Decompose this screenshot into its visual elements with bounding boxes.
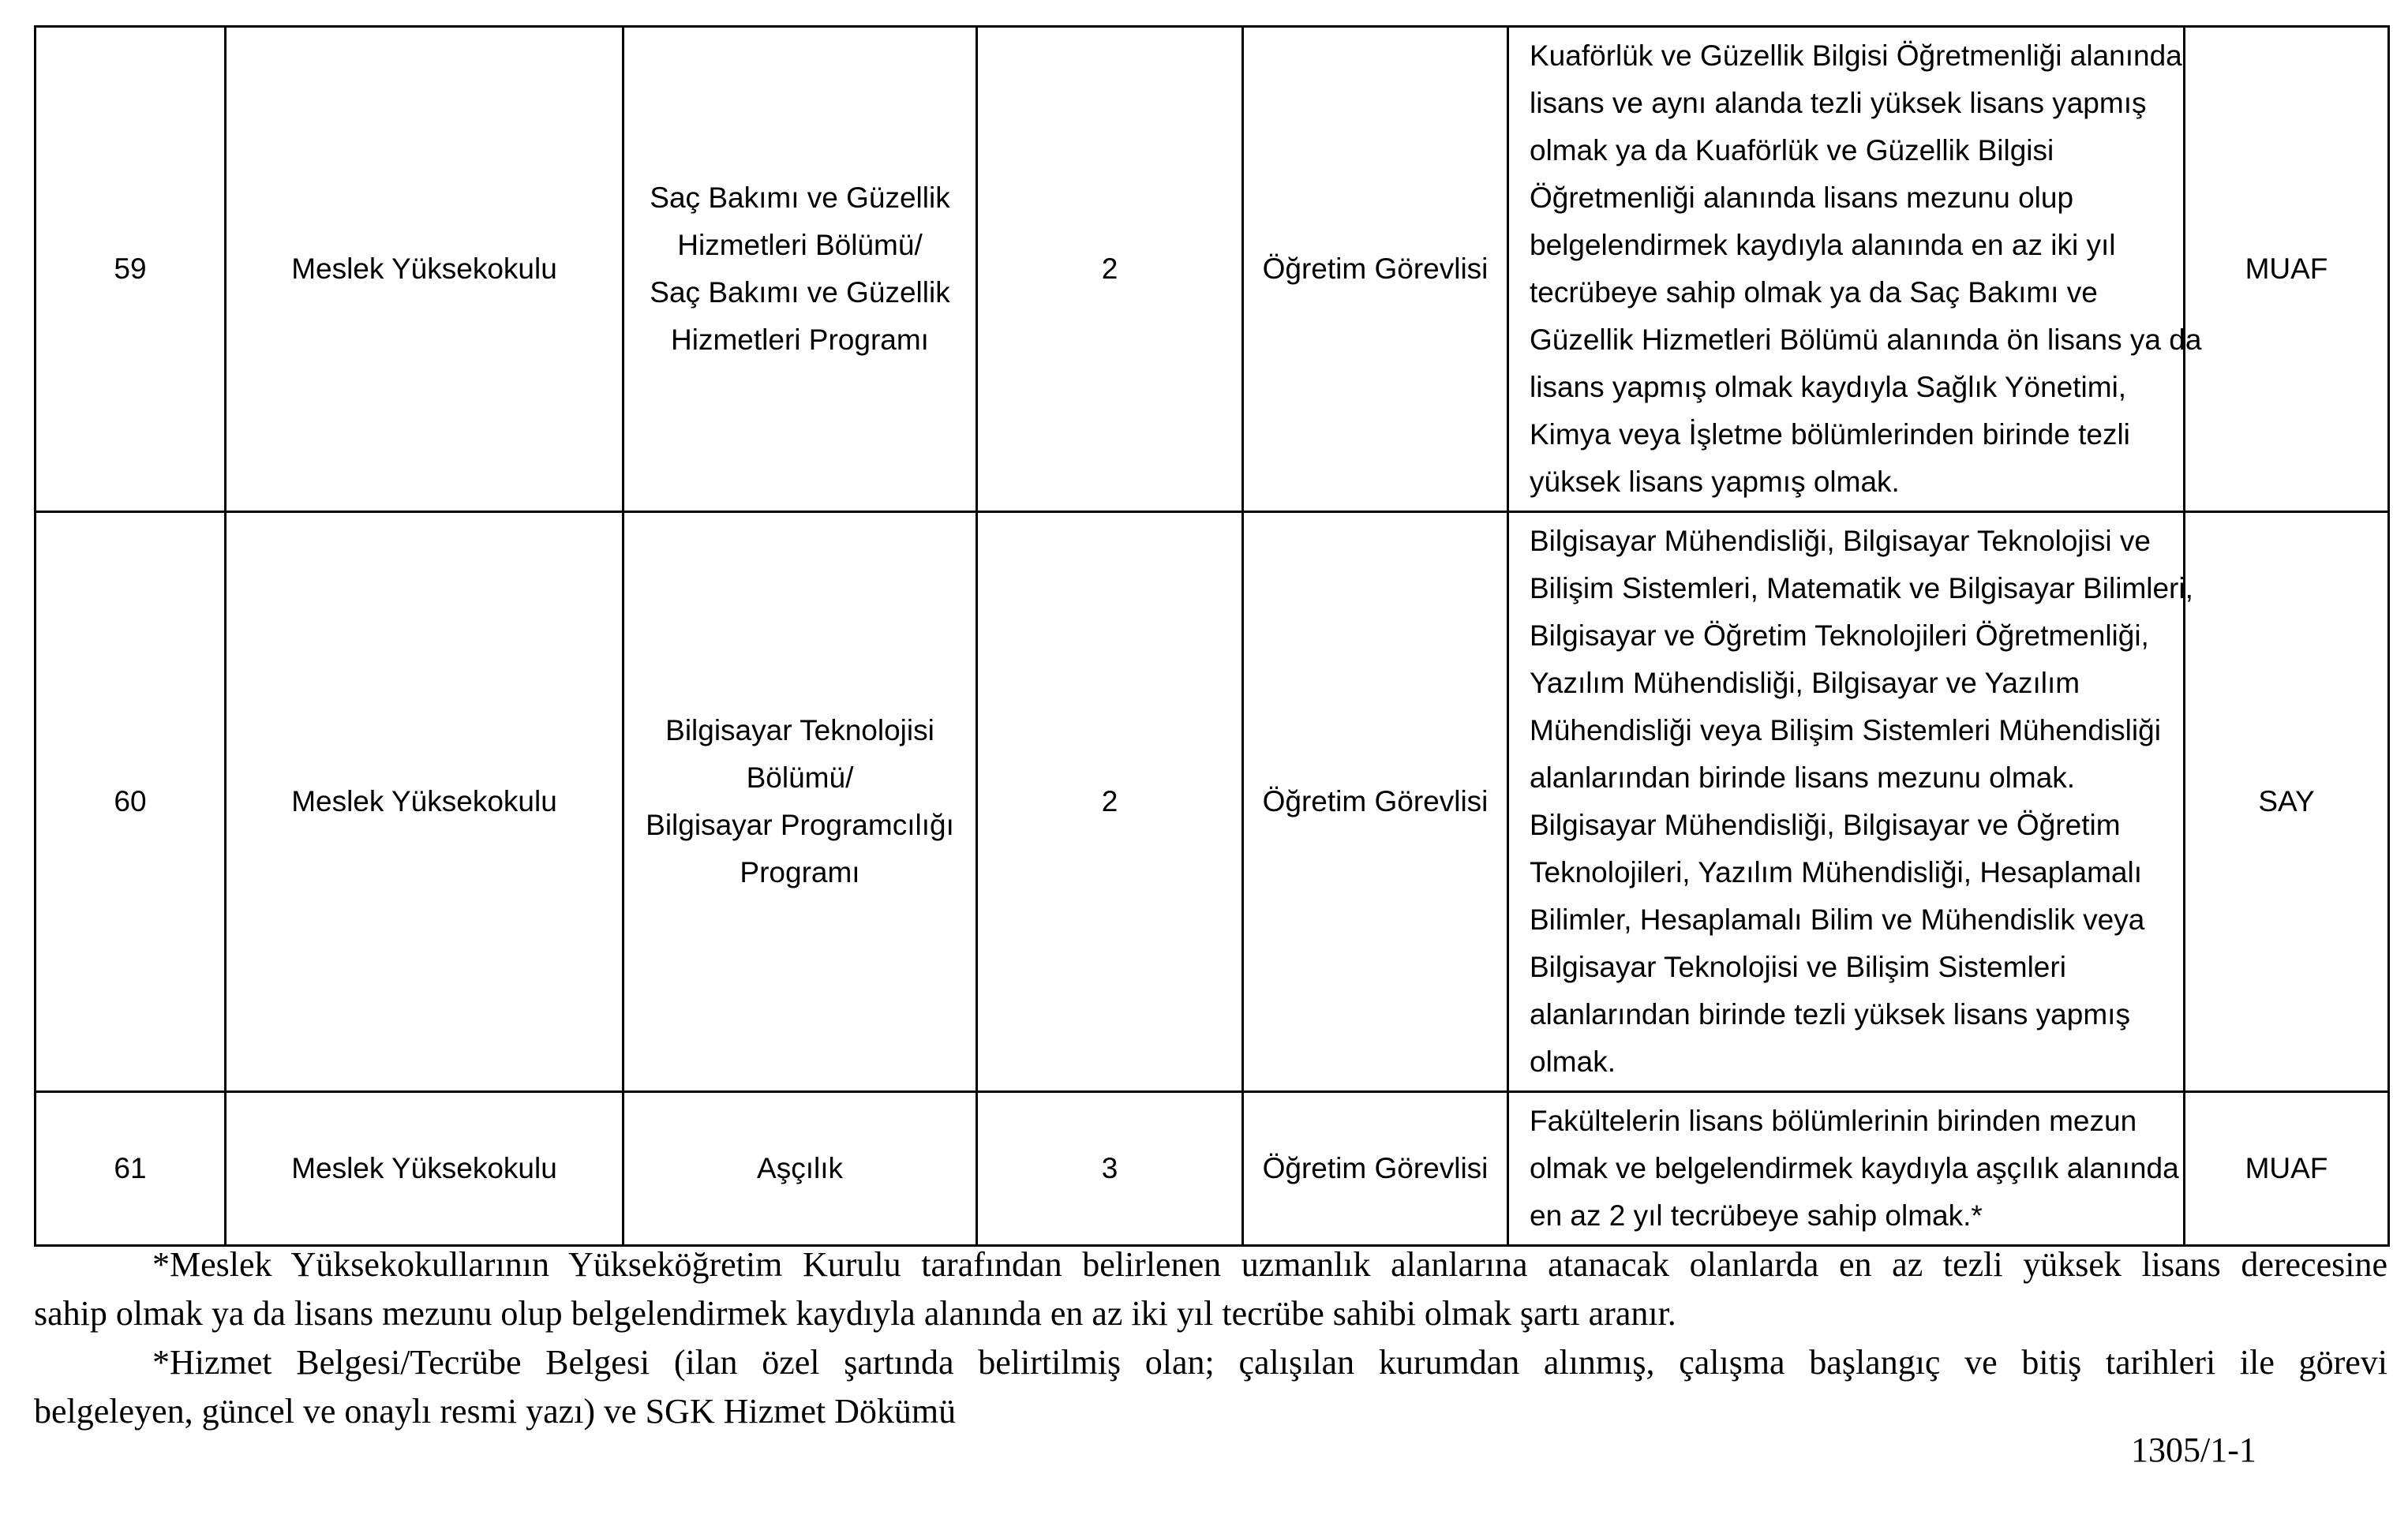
requirements-cell [1508,27,2202,512]
requirement-line: olmak ve belgelendirmek kaydıyla aşçılık alanında [1530,1152,2179,1184]
requirement-line: Bilgisayar Mühendisliği, Bilgisayar Teknolojisi ve [1530,525,2151,557]
department-line: Saç Bakımı ve Güzellik [650,181,950,214]
title-cell: Öğretim Görevlisi [1243,27,1508,512]
footnote-service-document [34,1338,2387,1436]
row-number: 61 [36,1092,226,1246]
position-count: 2 [977,512,1243,1092]
requirement-line: Teknolojileri, Yazılım Mühendisliği, Hesaplamalı [1530,856,2142,888]
unit-cell: Meslek Yüksekokulu [226,27,624,512]
requirement-line: tecrübeye sahip olmak ya da Saç Bakımı ve [1530,276,2098,309]
requirement-line: yüksek lisans yapmış olmak. [1530,466,1900,498]
footnote-continuation: belgeleyen, güncel ve onaylı resmi yazı) ve SGK Hizmet Dökümü [34,1392,957,1431]
department-line: Bilgisayar Programcılığı [646,809,954,841]
department-line: Programı [740,856,860,888]
requirement-line: belgelendirmek kaydıyla alanında en az iki yıl [1530,229,2116,261]
positions-table [34,25,2390,1247]
position-count: 3 [977,1092,1243,1246]
table-body [36,27,2389,1246]
page-number: 1305/1-1 [2131,1431,2256,1469]
unit-cell: Meslek Yüksekokulu [226,512,624,1092]
department-cell [624,27,977,512]
table-row [36,512,2389,1092]
footnote-first-line: *Meslek Yüksekokullarının Yükseköğretim Kurulu tarafından belirlenen uzmanlık alanlarına atanacak olanlarda en az tezli yüksek lisans derecesine [152,1245,2387,1284]
requirements-cell [1508,512,2193,1092]
exam-type: SAY [2185,512,2389,1092]
requirement-line: Bilimler, Hesaplamalı Bilim ve Mühendislik veya [1530,903,2145,936]
footnote-continuation: sahip olmak ya da lisans mezunu olup belgelendirmek kaydıyla alanında en az iki yıl tecrübe sahibi olmak şartı aranır. [34,1294,1676,1333]
table-row [36,1092,2389,1246]
requirement-line: Bilişim Sistemleri, Matematik ve Bilgisayar Bilimleri, [1530,572,2193,604]
unit-cell: Meslek Yüksekokulu [226,1092,624,1246]
requirement-line: lisans yapmış olmak kaydıyla Sağlık Yönetimi, [1530,371,2127,403]
requirement-line: Yazılım Mühendisliği, Bilgisayar ve Yazılım [1530,667,2080,699]
requirement-line: alanlarından birinde lisans mezunu olmak. [1530,761,2076,794]
exam-type: MUAF [2185,27,2389,512]
department-line: Aşçılık [757,1152,843,1184]
requirement-line: Bilgisayar Teknolojisi ve Bilişim Sistemleri [1530,951,2066,983]
department-line: Saç Bakımı ve Güzellik [650,276,950,309]
requirement-line: Kuaförlük ve Güzellik Bilgisi Öğretmenliği alanında [1530,39,2182,72]
requirement-line: olmak. [1530,1046,1616,1078]
requirement-line: olmak ya da Kuaförlük ve Güzellik Bilgisi [1530,134,2054,166]
requirement-line: Bilgisayar Mühendisliği, Bilgisayar ve Öğretim [1530,809,2121,841]
department-line: Hizmetleri Bölümü/ [677,229,923,261]
footnote-master-degree [34,1240,2387,1338]
department-line: Bölümü/ [746,761,854,794]
department-cell [624,512,977,1092]
requirement-line: Mühendisliği veya Bilişim Sistemleri Mühendisliği [1530,714,2161,746]
department-line: Hizmetleri Programı [671,324,929,356]
position-count: 2 [977,27,1243,512]
footnote-first-line: *Hizmet Belgesi/Tecrübe Belgesi (ilan özel şartında belirtilmiş olan; çalışılan kurumdan alınmış, çalışma başlangıç ve bitiş tarihleri ile görevi [152,1343,2387,1382]
requirement-line: Öğretmenliği alanında lisans mezunu olup [1530,181,2074,214]
requirement-line: lisans ve aynı alanda tezli yüksek lisans yapmış [1530,87,2147,119]
table-row [36,27,2389,512]
requirement-line: Kimya veya İşletme bölümlerinden birinde tezli [1530,418,2130,451]
requirement-line: Güzellik Hizmetleri Bölümü alanında ön lisans ya da [1530,324,2202,356]
requirement-line: Fakültelerin lisans bölümlerinin birinden mezun [1530,1105,2137,1137]
title-cell: Öğretim Görevlisi [1243,1092,1508,1246]
row-number: 59 [36,27,226,512]
row-number: 60 [36,512,226,1092]
exam-type: MUAF [2185,1092,2389,1246]
requirement-line: alanlarından birinde tezli yüksek lisans yapmış [1530,998,2130,1031]
department-line: Bilgisayar Teknolojisi [665,714,934,746]
department-cell [624,1092,977,1246]
requirement-line: Bilgisayar ve Öğretim Teknolojileri Öğretmenliği, [1530,619,2149,652]
title-cell: Öğretim Görevlisi [1243,512,1508,1092]
requirement-line: en az 2 yıl tecrübeye sahip olmak.* [1530,1199,1983,1232]
requirements-cell [1508,1092,2185,1246]
